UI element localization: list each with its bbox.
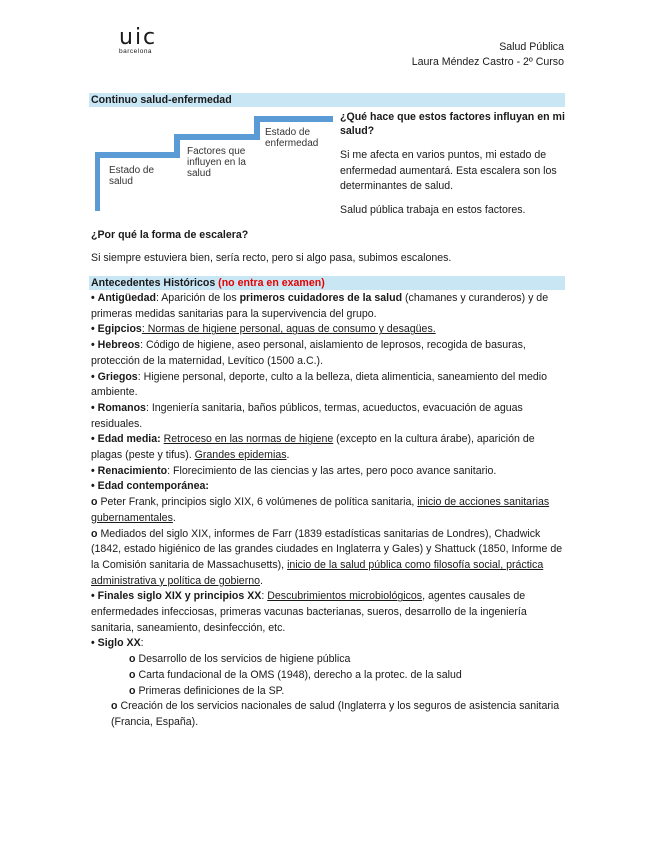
item-text: : Higiene personal, deporte, culto a la belleza, dieta alimenticia, saneamiento del medio ambiente. xyxy=(91,370,548,399)
subject-name: Salud Pública xyxy=(499,41,564,53)
item-label: Griegos xyxy=(97,370,138,383)
item-bold-text: primeros cuidadores de la salud xyxy=(239,292,403,304)
section-heading-continuo xyxy=(89,93,565,107)
bullet: • xyxy=(91,292,95,304)
sub-item-siglo-xx-1 xyxy=(91,652,566,668)
item-label: Edad media: xyxy=(97,433,161,446)
list-item-egipcios xyxy=(91,322,566,338)
item-text: , agentes causales de enfermedades infecciosas, primeras vacunas bacterianas, sueros, desarrollo de la ingeniería sanitaria, saneamiento, desinfección, etc. xyxy=(91,590,527,634)
exam-note: (no entra en examen) xyxy=(218,277,325,289)
item-text: Creación de los servicios nacionales de salud (Inglaterra y los seguros de asistencia sanitaria (Francia, España). xyxy=(111,700,560,728)
item-text: : Ingeniería sanitaria, baños públicos, termas, acueductos, evacuación de aguas residuales. xyxy=(91,401,523,430)
sub-item-servicios-nacionales xyxy=(91,699,566,730)
list-item-edad-media xyxy=(91,432,566,463)
bullet: • xyxy=(91,464,95,477)
item-underlined-text: inicio de la salud pública como filosofía social, práctica administrativa y política de gobierno xyxy=(91,558,544,587)
list-item-siglo-xx xyxy=(91,636,566,652)
sub-item-mediados-xix xyxy=(91,527,566,590)
item-label: Finales siglo XIX y principios XX xyxy=(97,590,262,603)
bullet: • xyxy=(91,590,95,603)
item-text: : Aparición de los xyxy=(155,292,240,304)
item-label: Renacimiento xyxy=(97,464,168,477)
item-underlined-text: inicio de acciones sanitarias gubernamentales xyxy=(91,496,550,524)
item-text: : Florecimiento de las ciencias y las artes, pero poco avance sanitario. xyxy=(167,464,497,477)
item-text: : xyxy=(140,637,144,650)
item-text: : Código de higiene, aseo personal, aislamiento de leprosos, recogida de basuras, protección de la maternidad, Levítico (1500 a.C.). xyxy=(91,339,526,367)
list-item-hebreos xyxy=(91,338,566,369)
logo-subtext: barcelona xyxy=(119,48,153,55)
list-item-finales-xix xyxy=(91,589,566,636)
sub-bullet: o xyxy=(129,684,136,697)
item-underlined-text: Retroceso en las normas de higiene xyxy=(163,433,334,446)
item-label: Antigüedad xyxy=(97,292,156,304)
list-item-contemporanea xyxy=(91,479,566,495)
answer-paragraph-2: Salud pública trabaja en estos factores. xyxy=(340,204,526,216)
history-list xyxy=(91,291,566,731)
question-stairs: ¿Por qué la forma de escalera? xyxy=(91,229,249,241)
sub-bullet: o xyxy=(91,527,98,540)
question-factors: ¿Qué hace que estos factores influyan en mi salud? xyxy=(340,111,565,137)
item-text: (chamanes y curanderos) y de primeras medidas sanitarias para la supervivencia del grupo. xyxy=(91,292,549,320)
sub-item-siglo-xx-2 xyxy=(91,668,566,684)
sub-item-peter-frank xyxy=(91,495,566,526)
item-text: Primeras definiciones de la SP. xyxy=(138,684,285,697)
answer-stairs: Si siempre estuviera bien, sería recto, pero si algo pasa, subimos escalones. xyxy=(91,252,452,264)
bullet: • xyxy=(91,401,95,414)
list-item-romanos xyxy=(91,401,566,432)
step-label-health: Estado de salud xyxy=(109,165,155,187)
section-title: Continuo salud-enfermedad xyxy=(91,94,232,106)
section-title: Antecedentes Históricos xyxy=(91,277,216,289)
item-text: : xyxy=(261,590,268,603)
item-text: Carta fundacional de la OMS (1948), derecho a la protec. de la salud xyxy=(138,668,462,681)
bullet: • xyxy=(91,323,95,336)
logo-text: uic xyxy=(119,25,158,50)
bullet: • xyxy=(91,339,95,352)
item-text: . xyxy=(286,449,290,462)
item-text: (excepto en la cultura árabe), aparición de plagas (peste y tifus). xyxy=(91,433,535,462)
step-label-factors: Factores que influyen en la salud xyxy=(187,146,246,179)
item-underlined-text: Descubrimientos microbiológicos xyxy=(267,590,423,603)
item-label: Edad contemporánea: xyxy=(97,480,209,493)
item-text: Peter Frank, principios siglo XIX, 6 volúmenes de política sanitaria, xyxy=(100,496,418,509)
sub-bullet: o xyxy=(129,668,136,681)
item-text: . xyxy=(172,511,176,524)
sub-bullet: o xyxy=(129,653,136,666)
item-label: Hebreos xyxy=(97,339,141,352)
item-label: Romanos xyxy=(97,401,146,414)
list-item-antiguedad xyxy=(91,291,566,322)
bullet: • xyxy=(91,637,95,650)
section-heading-antecedentes xyxy=(89,276,565,290)
answer-paragraph-1: Si me afecta en varios puntos, mi estado de enfermedad aumentará. Esta escalera son los determinantes de salud. xyxy=(340,149,557,192)
sub-bullet: o xyxy=(111,700,118,713)
item-label: Siglo XX xyxy=(97,637,141,650)
university-logo xyxy=(119,25,158,56)
item-underlined-text: Grandes epidemias xyxy=(194,449,287,462)
sub-bullet: o xyxy=(91,496,98,509)
sub-item-siglo-xx-3 xyxy=(91,684,566,700)
item-text: Mediados del siglo XIX, informes de Farr (1839 estadísticas sanitarias de Londres), Chadwick (1842, estado higiénico de las grandes ciudades en Inglaterra y Gales) y Shattuck (1850, Informe de la Comisión sanitaria de Massachusetts), xyxy=(91,527,563,571)
item-underlined-text: : Normas de higiene personal, aguas de consumo y desagües. xyxy=(141,323,436,336)
item-label: Egipcios xyxy=(97,323,142,336)
bullet: • xyxy=(91,433,95,446)
item-text: Desarrollo de los servicios de higiene pública xyxy=(138,653,351,666)
item-text: . xyxy=(260,574,263,587)
document-header xyxy=(412,40,564,70)
author-line: Laura Méndez Castro - 2º Curso xyxy=(411,56,564,68)
list-item-griegos xyxy=(91,370,566,401)
stairs-diagram xyxy=(95,113,335,213)
list-item-renacimiento xyxy=(91,464,566,480)
step-label-disease: Estado de enfermedad xyxy=(265,127,319,149)
bullet: • xyxy=(91,370,95,383)
bullet: • xyxy=(91,480,95,493)
